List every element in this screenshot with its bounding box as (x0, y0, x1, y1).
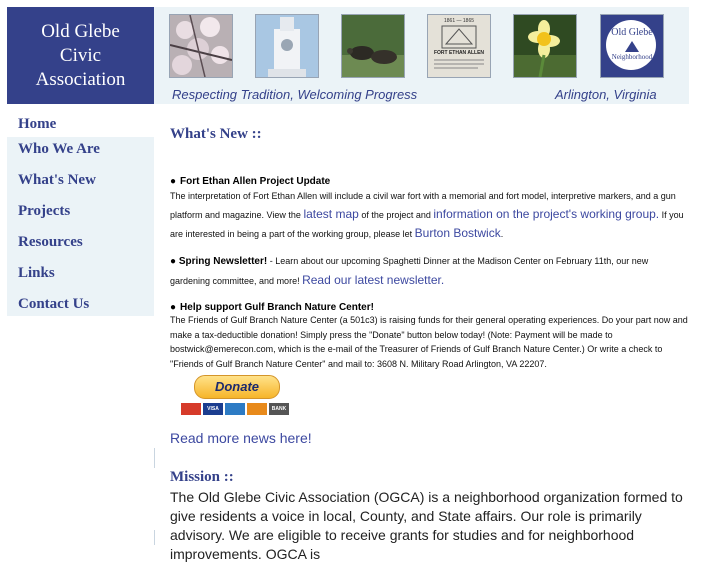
column-divider-lower (154, 530, 155, 545)
mission-heading: Mission :: (170, 469, 234, 485)
badge-bottom-text: Neighborhood (611, 53, 653, 61)
logo-line-1: Old Glebe (41, 20, 120, 42)
nav-contact-us[interactable] (7, 293, 154, 317)
mastercard-icon (181, 403, 201, 415)
bank-icon: BANK (269, 403, 289, 415)
working-group-link[interactable]: information on the project's working group. (433, 207, 660, 221)
fort-sign-date: 1861 — 1865 (443, 18, 475, 24)
neighborhood-badge (600, 14, 664, 78)
nav-home-label: Home (18, 116, 57, 132)
nav-whats-new[interactable] (7, 169, 154, 193)
nav-whats-new-label: What's New (18, 172, 96, 188)
bullet-icon: ● (170, 256, 179, 267)
badge-top-text: Old Glebe (611, 27, 653, 38)
latest-map-link[interactable]: latest map (303, 207, 359, 221)
monument-photo (255, 14, 319, 78)
read-more-news-link[interactable]: Read more news here! (170, 430, 312, 446)
discover-icon (247, 403, 267, 415)
amex-icon (225, 403, 245, 415)
tagline-location: Arlington, Virginia (555, 87, 657, 102)
donate-button[interactable]: Donate (194, 375, 280, 399)
news-item-body (170, 187, 690, 243)
newsletter-text: - Learn about our upcoming Spaghetti Dinner at the Madison Center on February 11th, our new gardening committee, and more! (170, 256, 649, 286)
gulf-branch-text: The Friends of Gulf Branch Nature Center (a 501c3) is raising funds for their general operating experiences. Do your part now and make a tax-deductible donation! Simply press the "Donate" button below today! (Note: Payment will be made to bostwick@emerecon.com, which is the e-mail of the Treasurer of Friends of Gulf Branch Nature Center.) Or write a check to "Friends of Gulf Branch Nature Center" and mail to: 3608 N. Military Road Arlington, VA 22207. (170, 315, 688, 369)
news-item-title (170, 176, 330, 187)
newsletter-item (170, 252, 690, 290)
site-logo[interactable] (7, 7, 154, 104)
logo-line-3: Association (35, 68, 126, 90)
whats-new-heading: What's New :: (170, 126, 262, 142)
tagline-left: Respecting Tradition, Welcoming Progress (172, 87, 418, 102)
bullet-icon: ● (170, 302, 177, 313)
fort-ethan-allen-sign-photo (427, 14, 491, 78)
fort-text-2: of the project and (361, 210, 431, 220)
burton-bostwick-link[interactable]: Burton Bostwick (414, 226, 501, 240)
column-divider (154, 448, 155, 468)
nav-resources-label: Resources (18, 234, 83, 250)
cherry-blossom-photo (169, 14, 233, 78)
logo-line-2: Civic (59, 44, 102, 66)
turtles-photo (341, 14, 405, 78)
nav-resources[interactable] (7, 231, 154, 255)
nav-links-label: Links (18, 265, 55, 281)
daffodil-photo (513, 14, 577, 78)
nav-contact-us-label: Contact Us (18, 296, 90, 312)
nav-links[interactable] (7, 262, 154, 286)
gulf-branch-title: Help support Gulf Branch Nature Center! (180, 302, 374, 313)
fort-ethan-allen-title: Fort Ethan Allen Project Update (180, 176, 331, 187)
nav-projects[interactable] (7, 200, 154, 224)
news-item-title (170, 302, 374, 313)
header-banner (154, 7, 689, 104)
fort-sign-name: FORT ETHAN ALLEN (433, 50, 485, 56)
fort-text-1: The interpretation of Fort Ethan Allen will include a civil war fort with a memorial and fort model, interpretive markers, and a gun platform and magazine. View the (170, 191, 676, 220)
visa-icon: VISA (203, 403, 223, 415)
nav-who-we-are[interactable] (7, 138, 154, 162)
fort-text-3: If you are interested in being a part of the working group, please let (170, 210, 684, 239)
nav-home[interactable] (7, 113, 154, 137)
mission-text: The Old Glebe Civic Association (OGCA) is a neighborhood organization formed to give residents a voice in local, County, and State affairs. Our role is primarily advisory. We are eligible to receive grants for studies and for neighborhood improvements. OGCA is (170, 489, 683, 562)
newsletter-title: Spring Newsletter! (178, 256, 268, 267)
fort-text-4: . (500, 229, 504, 239)
nav-who-we-are-label: Who We Are (18, 141, 100, 157)
bullet-icon: ● (170, 176, 177, 187)
newsletter-link[interactable]: Read our latest newsletter. (302, 273, 445, 287)
nav-projects-label: Projects (18, 203, 71, 219)
payment-cards (181, 403, 289, 416)
sidebar-nav (7, 113, 154, 316)
